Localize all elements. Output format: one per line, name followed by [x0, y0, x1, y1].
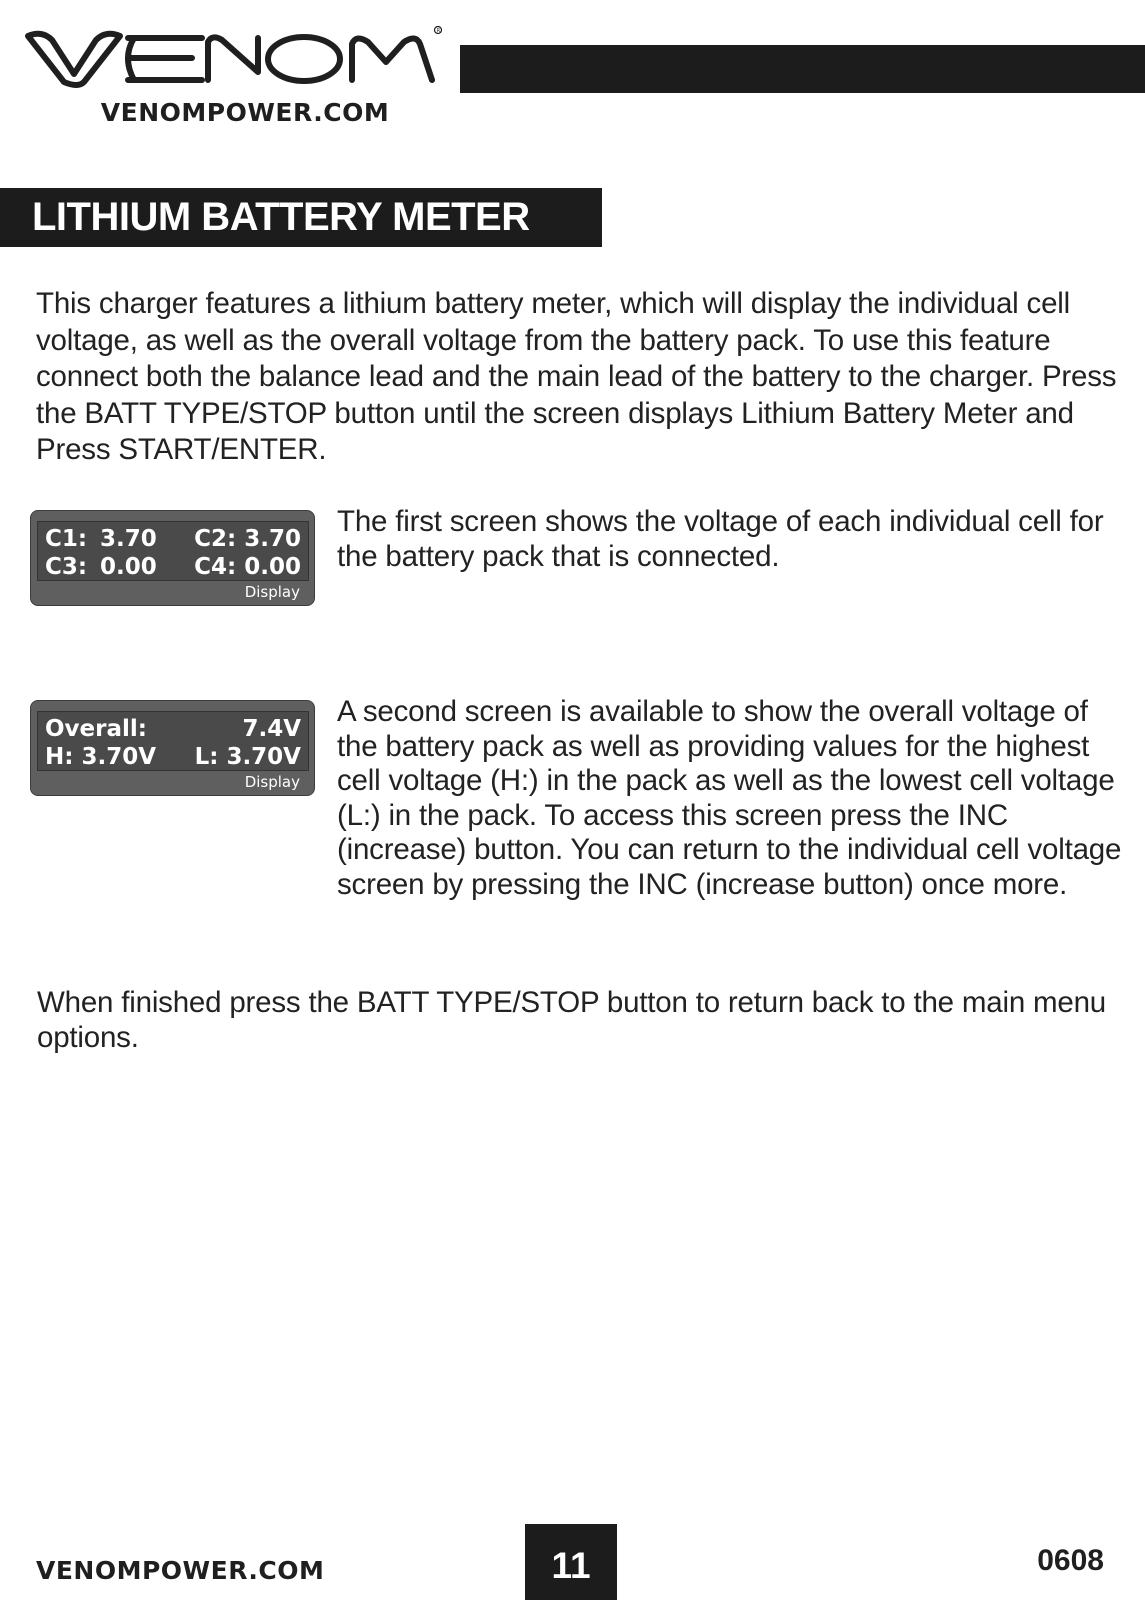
footer-url: VENOMPOWER.COM — [36, 1556, 325, 1585]
screen2-description: A second screen is available to show the overall voltage of the battery pack as well as providing values for the highest cell voltage (H:) in the pack as well as the lowest cell voltage (L:) in the pack. To access this screen press the INC (increase) button. You can return to the individual cell voltage screen by pressing the INC (increase button) once more. — [337, 695, 1122, 901]
screen1-description: The first screen shows the voltage of each individual cell for the battery pack that is connected. — [337, 505, 1104, 573]
intro-paragraph: This charger features a lithium battery meter, which will display the individual cell voltage, as well as the overall voltage from the battery pack. To use this feature connect both the balance lead and the main lead of the battery to the charger. Press the BATT TYPE/STOP button until the screen displays Lithium Battery Meter and Press START/ENTER. — [36, 287, 1117, 466]
lcd-low-cell: L: 3.70V — [194, 744, 301, 770]
lcd-display-overall — [30, 700, 315, 796]
lcd-c3-value: 0.00 — [100, 554, 157, 580]
section-title: LITHIUM BATTERY METER — [0, 188, 602, 247]
svg-text:R: R — [436, 28, 441, 34]
lcd-c4: C4: 0.00 — [194, 554, 301, 580]
lcd-high-cell: H: 3.70V — [45, 744, 157, 770]
venom-wordmark-icon — [22, 22, 442, 92]
page-number: 11 — [525, 1524, 617, 1600]
lcd-screen — [37, 521, 309, 581]
logo-url: VENOMPOWER.COM — [100, 98, 390, 127]
lcd-c2: C2: 3.70 — [194, 526, 301, 552]
lcd-display-cells — [30, 510, 315, 606]
document-code: 0608 — [1037, 1544, 1104, 1577]
venom-logo — [22, 22, 442, 132]
lcd-screen — [37, 711, 309, 771]
lcd-c3-label: C3: — [45, 554, 88, 580]
lcd-c1-value: 3.70 — [100, 526, 157, 552]
header-bar — [460, 45, 1145, 93]
lcd-display-label: Display — [244, 773, 300, 791]
lcd-display-label: Display — [244, 583, 300, 601]
finish-paragraph: When finished press the BATT TYPE/STOP button to return back to the main menu options. — [37, 986, 1107, 1054]
lcd-overall-value: 7.4V — [242, 716, 301, 742]
lcd-c1-label: C1: — [45, 526, 88, 552]
lcd-overall-label: Overall: — [45, 716, 147, 742]
